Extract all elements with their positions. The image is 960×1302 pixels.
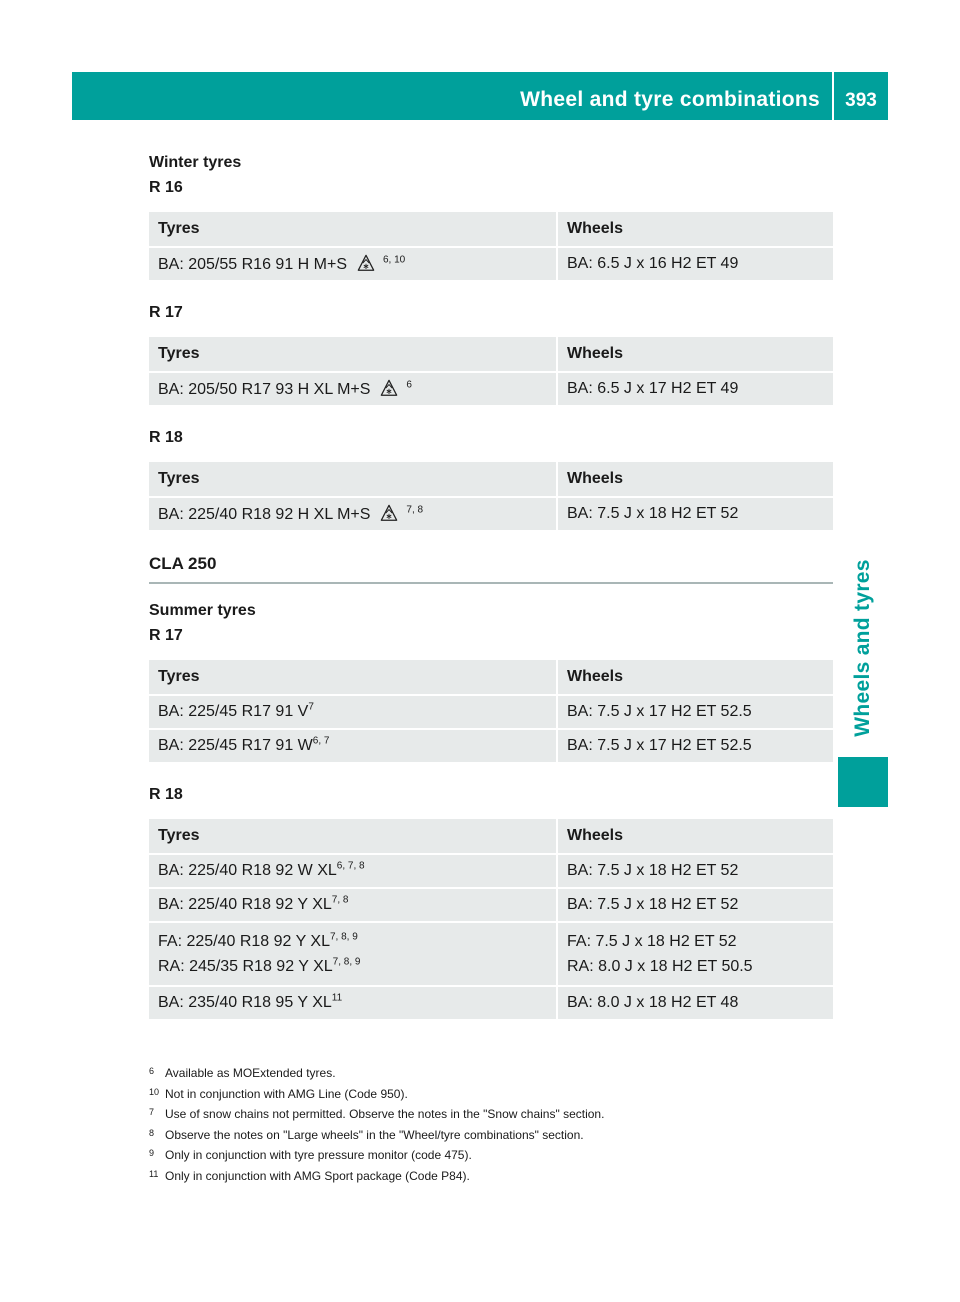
rim-size-heading: R 18 xyxy=(149,429,183,446)
footnote-number: 11 xyxy=(149,1168,159,1179)
table-row xyxy=(149,853,833,887)
winter-tyres-label: Winter tyres xyxy=(149,154,242,171)
tyre-cell xyxy=(149,887,558,921)
side-tab xyxy=(838,548,888,748)
tyre-cell xyxy=(149,728,558,762)
footnote-number: 6 xyxy=(149,1066,155,1076)
wheel-cell: BA: 8.0 J x 18 H2 ET 48 xyxy=(558,985,833,1019)
table-header-row xyxy=(149,462,833,496)
section-heading-cla250: CLA 250 xyxy=(149,552,833,584)
footnote-ref: 6, 10 xyxy=(383,254,406,266)
column-header-tyres: Tyres xyxy=(149,462,558,496)
table-header-row xyxy=(149,337,833,371)
tyre-cell xyxy=(149,496,558,530)
footnote-ref: 6 xyxy=(406,379,412,391)
footnote-text: Only in conjunction with tyre pressure monitor (code 475). xyxy=(165,1148,472,1162)
footnote-ref: 7, 8 xyxy=(406,504,424,516)
footnote xyxy=(149,1125,833,1146)
table-row xyxy=(149,246,833,280)
tyre-spec-front: FA: 225/40 R18 92 Y XL xyxy=(158,933,330,950)
tyre-cell xyxy=(149,853,558,887)
tyre-spec: BA: 225/45 R17 91 V xyxy=(158,703,309,720)
snowflake-mountain-icon xyxy=(380,379,398,397)
tyre-table xyxy=(149,337,833,405)
footnote xyxy=(149,1166,833,1187)
footnote-ref: 6, 7, 8 xyxy=(336,860,365,872)
wheel-spec-rear: RA: 8.0 J x 18 H2 ET 50.5 xyxy=(567,958,753,975)
footnote xyxy=(149,1063,833,1084)
table-row xyxy=(149,728,833,762)
tyre-cell xyxy=(149,985,558,1019)
tyre-cell xyxy=(149,371,558,405)
tyre-cell xyxy=(149,921,558,985)
footnote-ref: 7, 8 xyxy=(331,894,349,906)
wheel-cell: BA: 7.5 J x 18 H2 ET 52 xyxy=(558,887,833,921)
tyre-table xyxy=(149,819,833,1019)
column-header-wheels: Wheels xyxy=(558,337,833,371)
wheel-cell: BA: 7.5 J x 18 H2 ET 52 xyxy=(558,496,833,530)
tyre-spec: BA: 205/55 R16 91 H M+S xyxy=(158,256,347,273)
footnote xyxy=(149,1084,833,1105)
column-header-tyres: Tyres xyxy=(149,337,558,371)
tyre-table xyxy=(149,462,833,530)
footnote-number: 10 xyxy=(149,1086,160,1097)
tyre-spec: BA: 235/40 R18 95 Y XL xyxy=(158,994,332,1011)
table-row xyxy=(149,985,833,1019)
page-title: Wheel and tyre combinations xyxy=(520,88,820,111)
footnote-number: 9 xyxy=(149,1148,155,1158)
rim-size-heading: R 16 xyxy=(149,179,183,196)
rim-size-heading: R 17 xyxy=(149,627,183,644)
table-row xyxy=(149,694,833,728)
wheel-cell: BA: 7.5 J x 17 H2 ET 52.5 xyxy=(558,728,833,762)
wheel-cell: BA: 7.5 J x 17 H2 ET 52.5 xyxy=(558,694,833,728)
tyre-spec: BA: 225/40 R18 92 H XL M+S xyxy=(158,506,371,523)
table-row xyxy=(149,887,833,921)
wheel-cell: BA: 6.5 J x 16 H2 ET 49 xyxy=(558,246,833,280)
footnote-ref: 11 xyxy=(331,992,343,1004)
tyre-table xyxy=(149,212,833,280)
tyre-spec: BA: 225/40 R18 92 W XL xyxy=(158,862,337,879)
tyre-spec: BA: 205/50 R17 93 H XL M+S xyxy=(158,381,371,398)
wheel-cell: BA: 7.5 J x 18 H2 ET 52 xyxy=(558,853,833,887)
page-content xyxy=(149,150,833,1019)
footnote-text: Available as MOExtended tyres. xyxy=(165,1066,336,1080)
column-header-wheels: Wheels xyxy=(558,819,833,853)
footnotes xyxy=(149,1063,833,1186)
table-row xyxy=(149,371,833,405)
column-header-tyres: Tyres xyxy=(149,819,558,853)
table-header-row xyxy=(149,819,833,853)
tyre-cell xyxy=(149,246,558,280)
table-row xyxy=(149,921,833,985)
footnote-number: 7 xyxy=(149,1107,155,1117)
footnote xyxy=(149,1104,833,1125)
tyre-spec-rear: RA: 245/35 R18 92 Y XL xyxy=(158,958,333,975)
footnote-text: Observe the notes on "Large wheels" in the "Wheel/tyre combinations" section. xyxy=(165,1127,584,1142)
column-header-wheels: Wheels xyxy=(558,212,833,246)
footnote-number: 8 xyxy=(149,1127,155,1138)
column-header-tyres: Tyres xyxy=(149,212,558,246)
table-row xyxy=(149,496,833,530)
tyre-spec: BA: 225/40 R18 92 Y XL xyxy=(158,896,332,913)
column-header-wheels: Wheels xyxy=(558,660,833,694)
side-tab-label: Wheels and tyres xyxy=(851,559,874,737)
tyre-table xyxy=(149,660,833,762)
column-header-tyres: Tyres xyxy=(149,660,558,694)
snowflake-mountain-icon xyxy=(380,504,398,522)
column-header-wheels: Wheels xyxy=(558,462,833,496)
footnote-ref: 6, 7 xyxy=(312,735,330,747)
footnote-text: Use of snow chains not permitted. Observe the notes in the "Snow chains" section. xyxy=(165,1107,605,1121)
side-marker-block xyxy=(838,757,888,807)
page-number: 393 xyxy=(834,72,888,120)
table-header-row xyxy=(149,212,833,246)
wheel-spec-front: FA: 7.5 J x 18 H2 ET 52 xyxy=(567,933,737,950)
tyre-spec: BA: 225/45 R17 91 W xyxy=(158,737,313,754)
rim-size-heading: R 17 xyxy=(149,304,183,321)
wheel-cell xyxy=(558,921,833,985)
footnote-ref: 7, 8, 9 xyxy=(329,931,358,943)
header-bar xyxy=(72,72,832,120)
table-header-row xyxy=(149,660,833,694)
footnote-text: Only in conjunction with AMG Sport package (Code P84). xyxy=(165,1168,470,1183)
tyre-cell xyxy=(149,694,558,728)
summer-tyres-label: Summer tyres xyxy=(149,602,256,619)
footnote-ref: 7, 8, 9 xyxy=(332,956,361,968)
wheel-cell: BA: 6.5 J x 17 H2 ET 49 xyxy=(558,371,833,405)
rim-size-heading: R 18 xyxy=(149,786,183,803)
footnote-ref: 7 xyxy=(308,701,314,713)
snowflake-mountain-icon xyxy=(357,254,375,272)
footnote xyxy=(149,1145,833,1166)
footnote-text: Not in conjunction with AMG Line (Code 950). xyxy=(165,1086,408,1101)
